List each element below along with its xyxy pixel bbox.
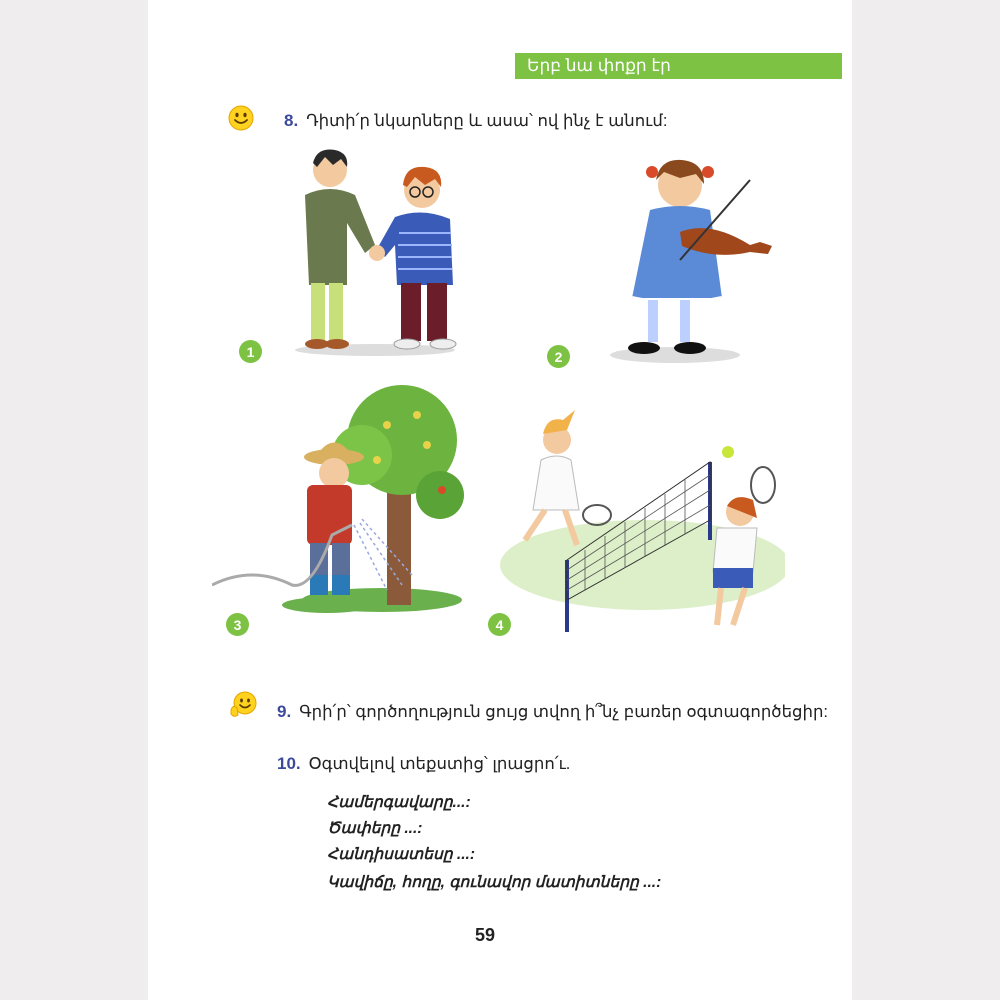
girl-violin-illustration xyxy=(600,150,785,365)
smiley-face-icon xyxy=(228,105,254,131)
completion-line: Հանդիսատեսը ...: xyxy=(327,846,475,863)
task-10 xyxy=(277,754,570,774)
task-8 xyxy=(284,111,667,131)
page-number: 59 xyxy=(474,925,496,945)
task-number: 10. xyxy=(277,754,301,773)
smiley-waving-icon xyxy=(228,690,258,720)
chapter-header xyxy=(515,53,842,79)
picture-number-badge: 4 xyxy=(488,613,511,636)
picture-number-badge: 2 xyxy=(547,345,570,368)
chapter-title: Երբ նա փոքր էր xyxy=(527,56,671,75)
boys-handshake-illustration xyxy=(285,145,465,360)
task-number: 9. xyxy=(277,702,292,721)
task-text: Դիտի՛ր նկարները և ասա՝ ով ինչ է անում: xyxy=(306,112,668,130)
task-9 xyxy=(277,702,828,722)
task-text: Գրի՛ր՝ գործողություն ցույց տվող ի՞նչ բառեր օգտագործեցիր: xyxy=(299,703,828,721)
picture-number-badge: 3 xyxy=(226,613,249,636)
completion-line: Ծափերը ...: xyxy=(327,820,423,837)
task-text: Օգտվելով տեքստից՝ լրացրո՛ւ. xyxy=(308,755,571,773)
children-tennis-illustration xyxy=(495,400,785,635)
completion-line: Համերգավարը...: xyxy=(327,794,471,811)
completion-line: Կավիճը, հողը, գունավոր մատիտները ...: xyxy=(327,874,662,891)
boy-watering-tree-illustration xyxy=(212,385,467,615)
picture-number-badge: 1 xyxy=(239,340,262,363)
task-number: 8. xyxy=(284,111,299,130)
